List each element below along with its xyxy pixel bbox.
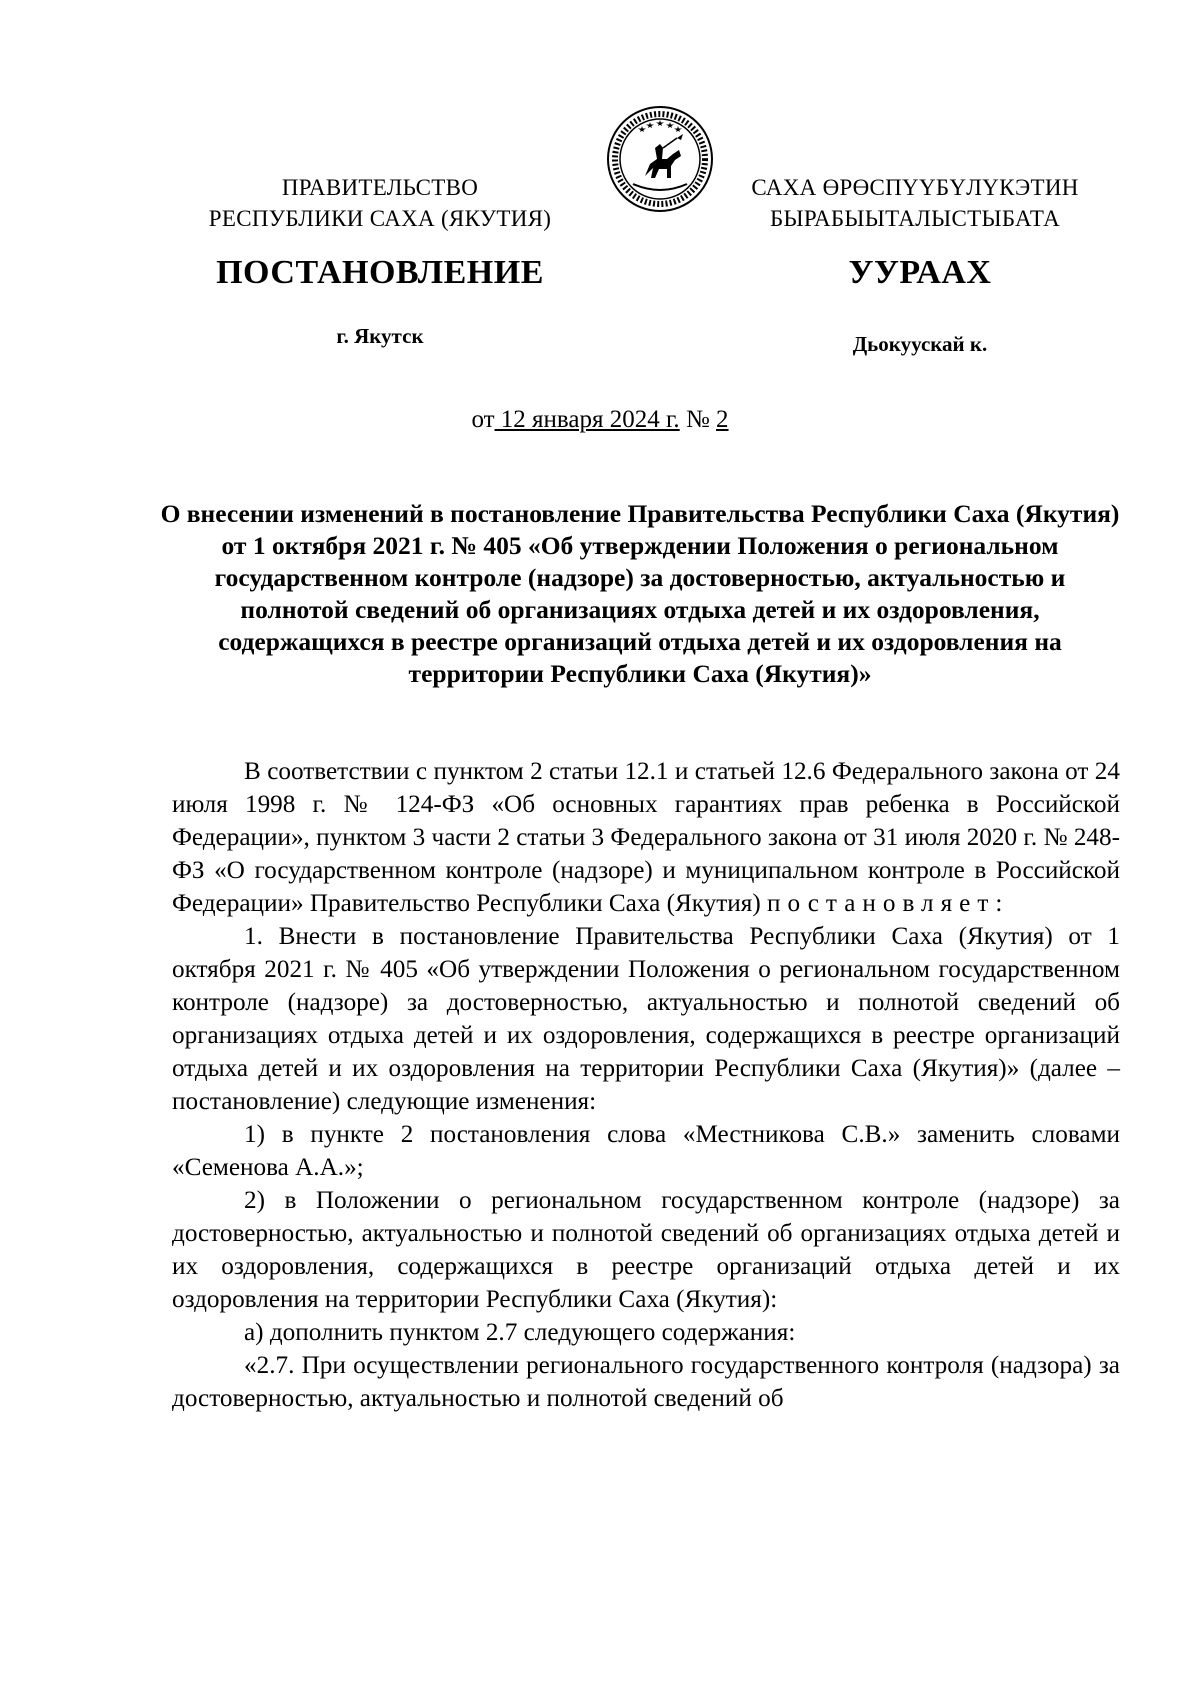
header-right-line2: БЫРАБЫЫТАЛЫСТЫБАТА (769, 206, 1061, 231)
header-right-line1: САХА ӨРӨСПҮҮБҮЛҮКЭТИН (751, 175, 1079, 200)
resolves-word: постановляет: (767, 890, 1010, 917)
date-number-line (0, 406, 1200, 434)
document-body (172, 755, 1120, 1415)
doc-type-ru: ПОСТАНОВЛЕНИЕ (216, 254, 544, 291)
body-paragraph-5: а) дополнить пунктом 2.7 следующего содержания: (244, 1319, 796, 1346)
body-paragraph-2: 1. Внести в постановление Правительства Республики Саха (Якутия) от 1 октября 2021 г. № 405 «Об утверждении Положения о региональном государственном контроле (надзоре) за достоверностью, актуальностью и полнотой сведений об организациях отдыха детей и их оздоровления, содержащихся в реестре организаций отдыха детей и их оздоровления на территории Республики Саха (Якутия)» (далее – постановление) следующие изменения: (172, 923, 1120, 1115)
header-left-line2: РЕСПУБЛИКИ САХА (ЯКУТИЯ) (208, 206, 552, 231)
city-sakha: Дьокуускай к. (852, 332, 988, 356)
body-paragraph-6: «2.7. При осуществлении регионального государственного контроля (надзора) за достоверностью, актуальностью и полнотой сведений об (172, 1352, 1120, 1412)
government-name-ru (160, 172, 600, 234)
body-paragraph-4: 2) в Положении о региональном государственном контроле (надзоре) за достоверностью, актуальностью и полнотой сведений об организациях отдыха детей и их оздоровления, содержащихся в реестре организаций отдыха детей и их оздоровления на территории Республики Саха (Якутия): (172, 1187, 1120, 1313)
number-label: № (679, 406, 717, 433)
paragraph-1-text: В соответствии с пунктом 2 статьи 12.1 и статьей 12.6 Федерального закона от 24 июля 1998 г. № 124-ФЗ «Об основных гарантиях прав ребенка в Российской Федерации», пунктом 3 части 2 статьи 3 Федерального закона от 31 июля 2020 г. № 248-ФЗ «О государственном контроле (надзоре) и муниципальном контроле в Российской Федерации» Правительство Республики Саха (Якутия) (172, 758, 1120, 917)
body-paragraph-1 (172, 755, 1120, 920)
city-ru: г. Якутск (336, 324, 424, 348)
date-prefix: от (471, 406, 495, 433)
document-date: 12 января 2024 г. (494, 406, 680, 433)
body-paragraph-3: 1) в пункте 2 постановления слова «Местникова С.В.» заменить словами «Семенова А.А.»; (172, 1121, 1120, 1181)
document-number: 2 (716, 406, 729, 433)
document-title: О внесении изменений в постановление Правительства Республики Саха (Якутия) от 1 октября 2021 г. № 405 «Об утверждении Положения о региональном государственном контроле (надзоре) за достоверностью, актуальностью и полнотой сведений об организациях отдыха детей и их оздоровления, содержащихся в реестре организаций отдыха детей и их оздоровления на территории Республики Саха (Якутия)» (160, 499, 1120, 688)
government-name-sakha (740, 172, 1090, 234)
header-left-line1: ПРАВИТЕЛЬСТВО (281, 175, 479, 200)
doc-type-sakha: УУРААХ (848, 254, 992, 291)
coat-of-arms-emblem (605, 104, 715, 214)
